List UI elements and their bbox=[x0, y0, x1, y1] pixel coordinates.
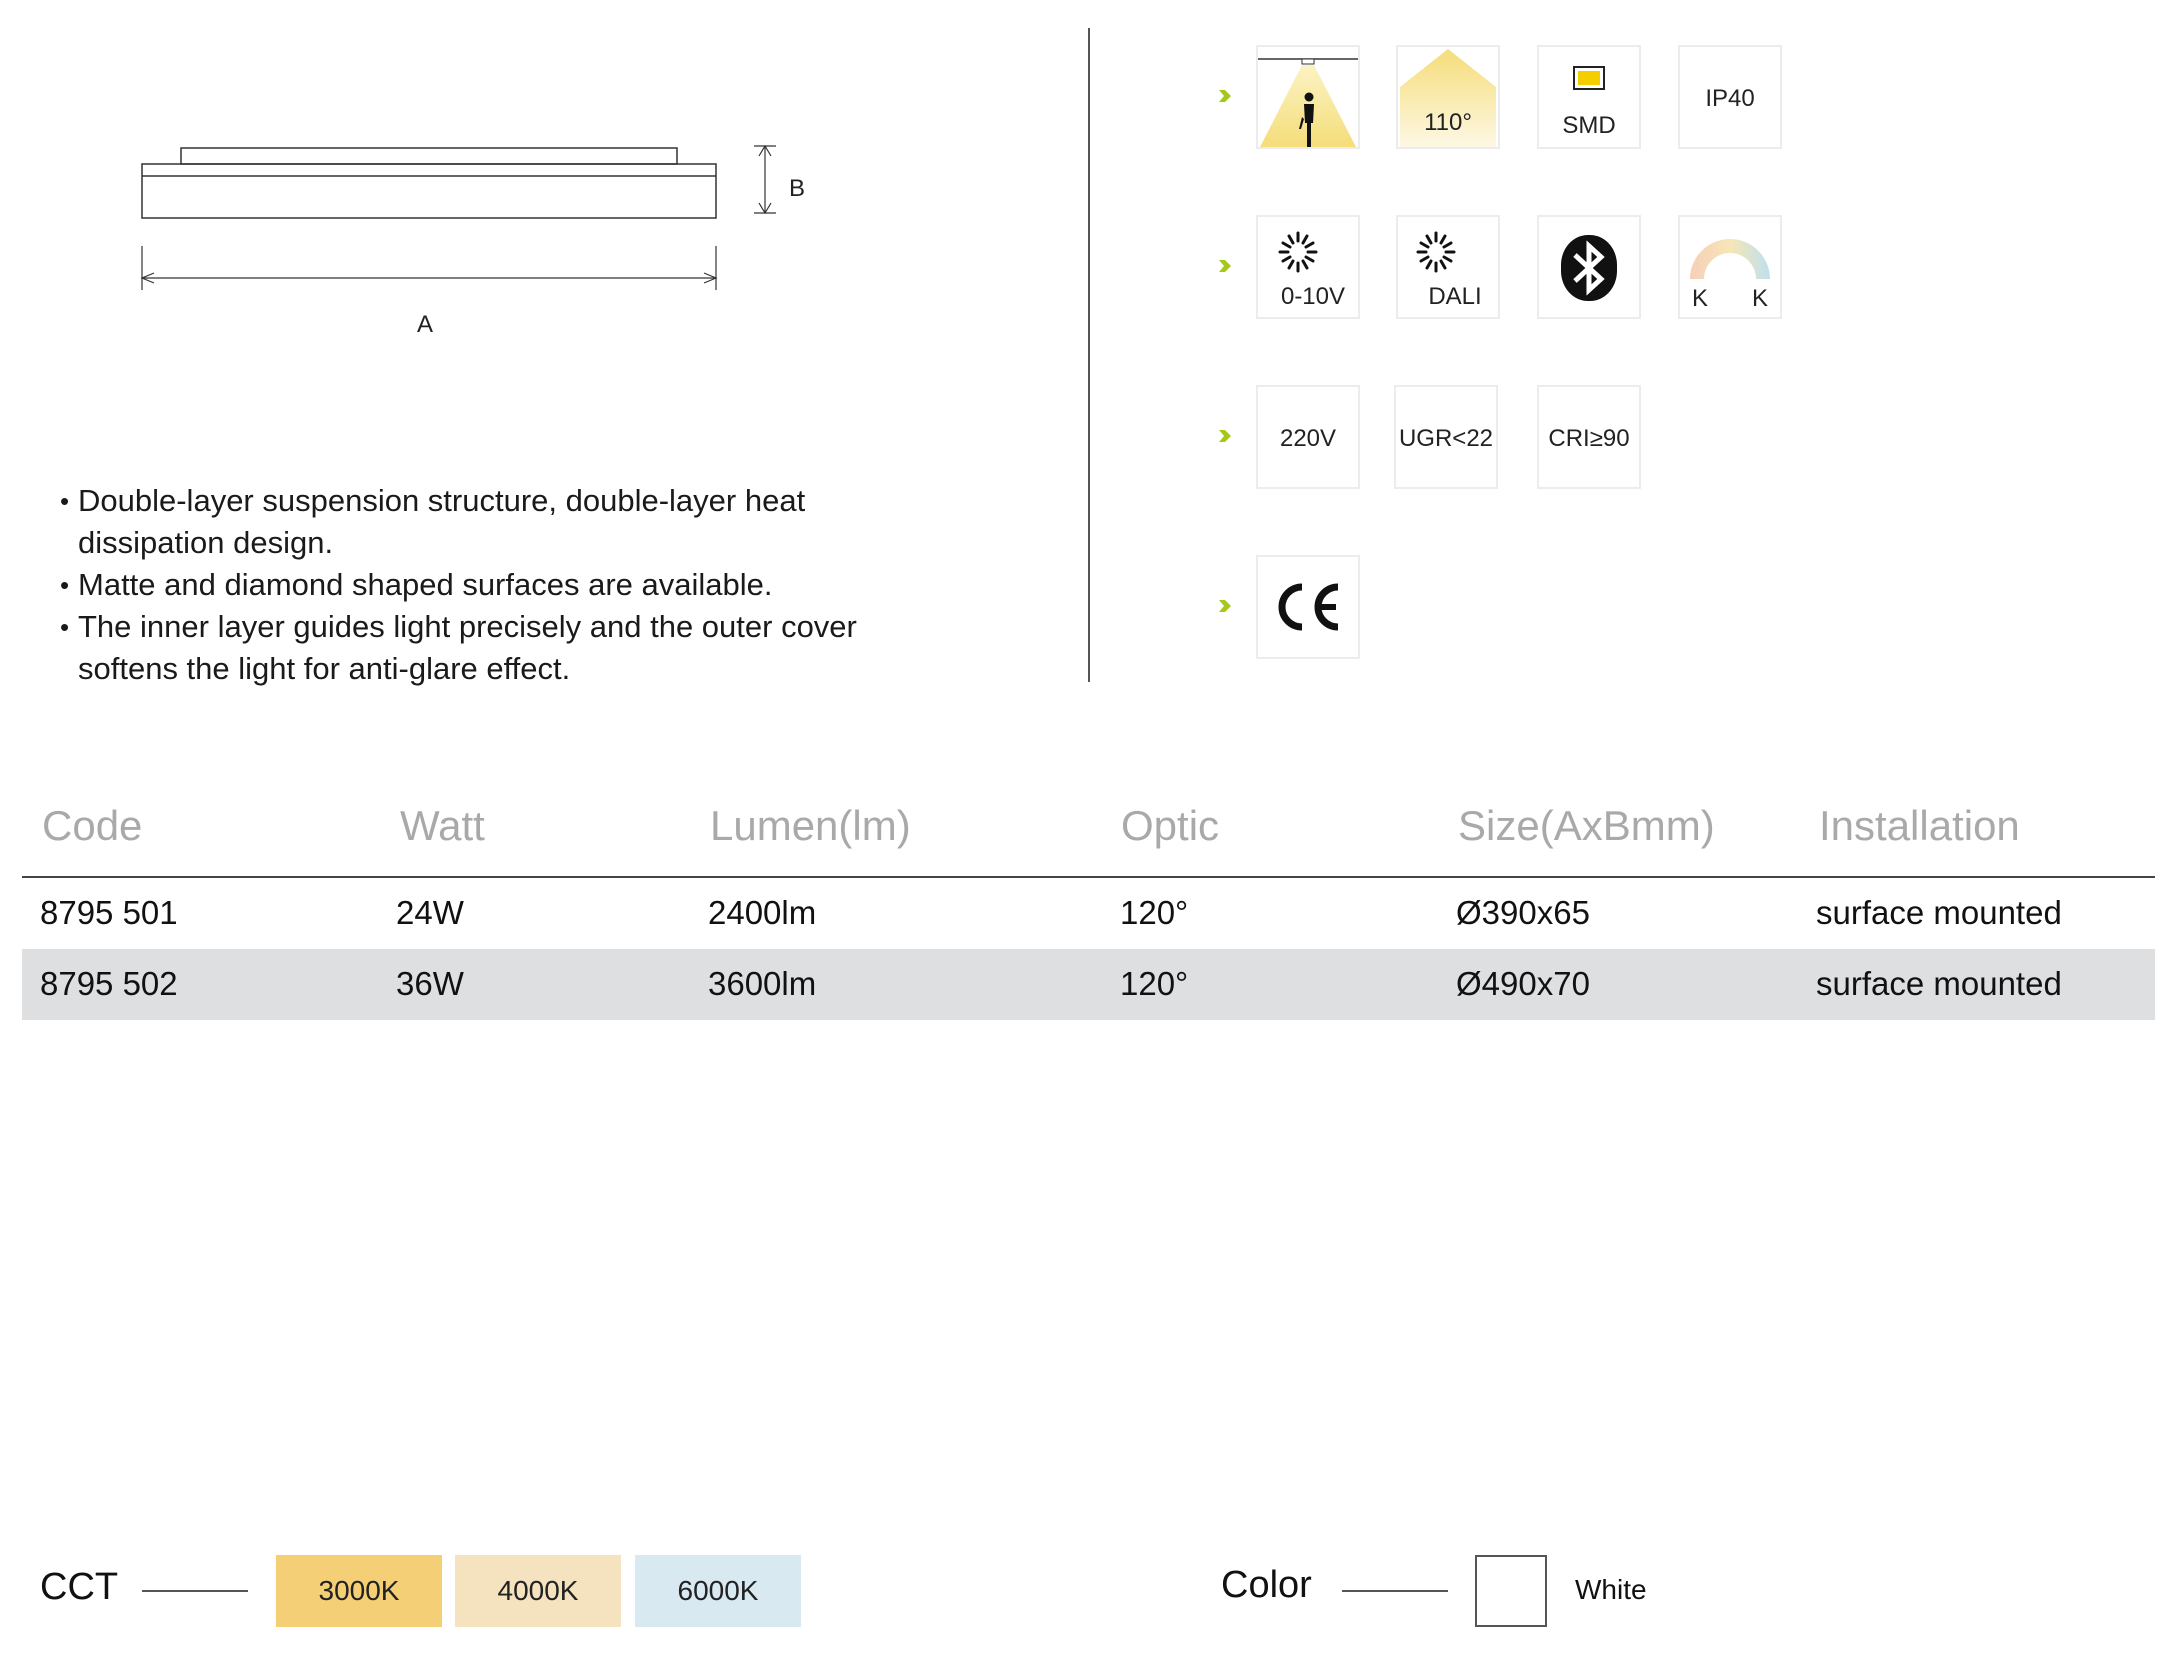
dimension-drawing bbox=[0, 0, 900, 360]
drawing-body bbox=[142, 164, 716, 218]
vertical-divider bbox=[1088, 28, 1090, 682]
feature-line: Double-layer suspension structure, double-layer heat bbox=[78, 483, 806, 518]
k-right-label: K bbox=[1751, 285, 1768, 312]
bullet-icon: • bbox=[60, 486, 70, 516]
cell-code: 8795 502 bbox=[40, 965, 178, 1002]
feature-item bbox=[58, 480, 918, 522]
smd-icon-box bbox=[1537, 45, 1641, 149]
header-code: Code bbox=[42, 802, 143, 849]
color-label: Color bbox=[1221, 1564, 1312, 1606]
dimming-010v-label: 0-10V bbox=[1280, 283, 1346, 310]
feature-item bbox=[58, 606, 918, 648]
spec-table bbox=[22, 786, 2155, 1020]
dimming-spinner-icon bbox=[1268, 221, 1328, 281]
color-temperature-arc-icon bbox=[1680, 227, 1780, 287]
cct-swatch-3000k: 3000K bbox=[276, 1555, 442, 1627]
ip-rating-icon-box bbox=[1678, 45, 1782, 149]
voltage-label: 220V bbox=[1279, 425, 1337, 452]
dali-spinner-icon bbox=[1406, 221, 1466, 281]
cell-code: 8795 501 bbox=[40, 894, 178, 931]
feature-item-continued bbox=[58, 522, 918, 564]
table-header bbox=[22, 786, 2155, 878]
dimming-010v-icon-box bbox=[1256, 215, 1360, 319]
cri-icon-box bbox=[1537, 385, 1641, 489]
feature-item bbox=[58, 564, 918, 606]
beam-angle-label: 110° bbox=[1424, 109, 1472, 136]
ce-mark-icon-box bbox=[1256, 555, 1360, 659]
smd-chip-icon bbox=[1539, 47, 1639, 97]
color-connector-line bbox=[1342, 1590, 1448, 1592]
table-row bbox=[22, 878, 2155, 949]
header-watt: Watt bbox=[400, 802, 485, 849]
ce-mark-icon bbox=[1258, 557, 1358, 657]
voltage-icon-box bbox=[1256, 385, 1360, 489]
drawing-top-plate bbox=[181, 148, 677, 164]
feature-line: dissipation design. bbox=[78, 525, 334, 560]
cell-lumen: 2400lm bbox=[708, 894, 817, 931]
feature-item-continued bbox=[58, 648, 918, 690]
header-optic: Optic bbox=[1121, 802, 1220, 849]
cct-connector-line bbox=[142, 1590, 248, 1592]
ugr-label: UGR<22 bbox=[1398, 425, 1494, 452]
k-left-label: K bbox=[1691, 285, 1708, 312]
color-swatch-white bbox=[1475, 1555, 1547, 1627]
ugr-icon-box bbox=[1394, 385, 1498, 489]
row-arrow-icon bbox=[1218, 599, 1232, 613]
cri-label: CRI≥90 bbox=[1548, 425, 1630, 452]
bluetooth-icon-box bbox=[1537, 215, 1641, 319]
feature-line: softens the light for anti-glare effect. bbox=[78, 651, 571, 686]
feature-line: The inner layer guides light precisely and the outer cover bbox=[78, 609, 857, 644]
cell-installation: surface mounted bbox=[1816, 894, 2062, 931]
bullet-icon: • bbox=[60, 612, 70, 642]
cell-optic: 120° bbox=[1120, 965, 1189, 1002]
feature-line: Matte and diamond shaped surfaces are available. bbox=[78, 567, 773, 602]
table-row bbox=[22, 949, 2155, 1020]
smd-label: SMD bbox=[1562, 112, 1616, 139]
cct-swatch-6000k: 6000K bbox=[635, 1555, 801, 1627]
cct-label: CCT bbox=[40, 1566, 119, 1608]
cell-optic: 120° bbox=[1120, 894, 1189, 931]
ip-rating-label: IP40 bbox=[1705, 85, 1755, 112]
row-arrow-icon bbox=[1218, 259, 1232, 273]
indoor-lighting-icon-box bbox=[1256, 45, 1360, 149]
bluetooth-icon bbox=[1539, 217, 1639, 317]
beam-angle-icon-box bbox=[1396, 45, 1500, 149]
header-size: Size(AxBmm) bbox=[1458, 802, 1715, 849]
dali-label: DALI bbox=[1428, 283, 1482, 310]
cell-size: Ø490x70 bbox=[1456, 965, 1590, 1002]
cct-swatch-4000k: 4000K bbox=[455, 1555, 621, 1627]
header-installation: Installation bbox=[1819, 802, 2020, 849]
dimension-label-b: B bbox=[789, 175, 806, 202]
dali-icon-box bbox=[1396, 215, 1500, 319]
person-under-light-icon bbox=[1258, 47, 1358, 147]
cell-watt: 36W bbox=[396, 965, 464, 1002]
feature-list bbox=[58, 480, 918, 690]
color-value-label: White bbox=[1575, 1574, 1647, 1605]
bullet-icon: • bbox=[60, 570, 70, 600]
tunable-white-icon-box bbox=[1678, 215, 1782, 319]
row-arrow-icon bbox=[1218, 89, 1232, 103]
row-arrow-icon bbox=[1218, 429, 1232, 443]
dimension-label-a: A bbox=[417, 311, 434, 338]
cell-lumen: 3600lm bbox=[708, 965, 817, 1002]
header-lumen: Lumen(lm) bbox=[710, 802, 911, 849]
cell-installation: surface mounted bbox=[1816, 965, 2062, 1002]
cell-watt: 24W bbox=[396, 894, 464, 931]
cell-size: Ø390x65 bbox=[1456, 894, 1590, 931]
